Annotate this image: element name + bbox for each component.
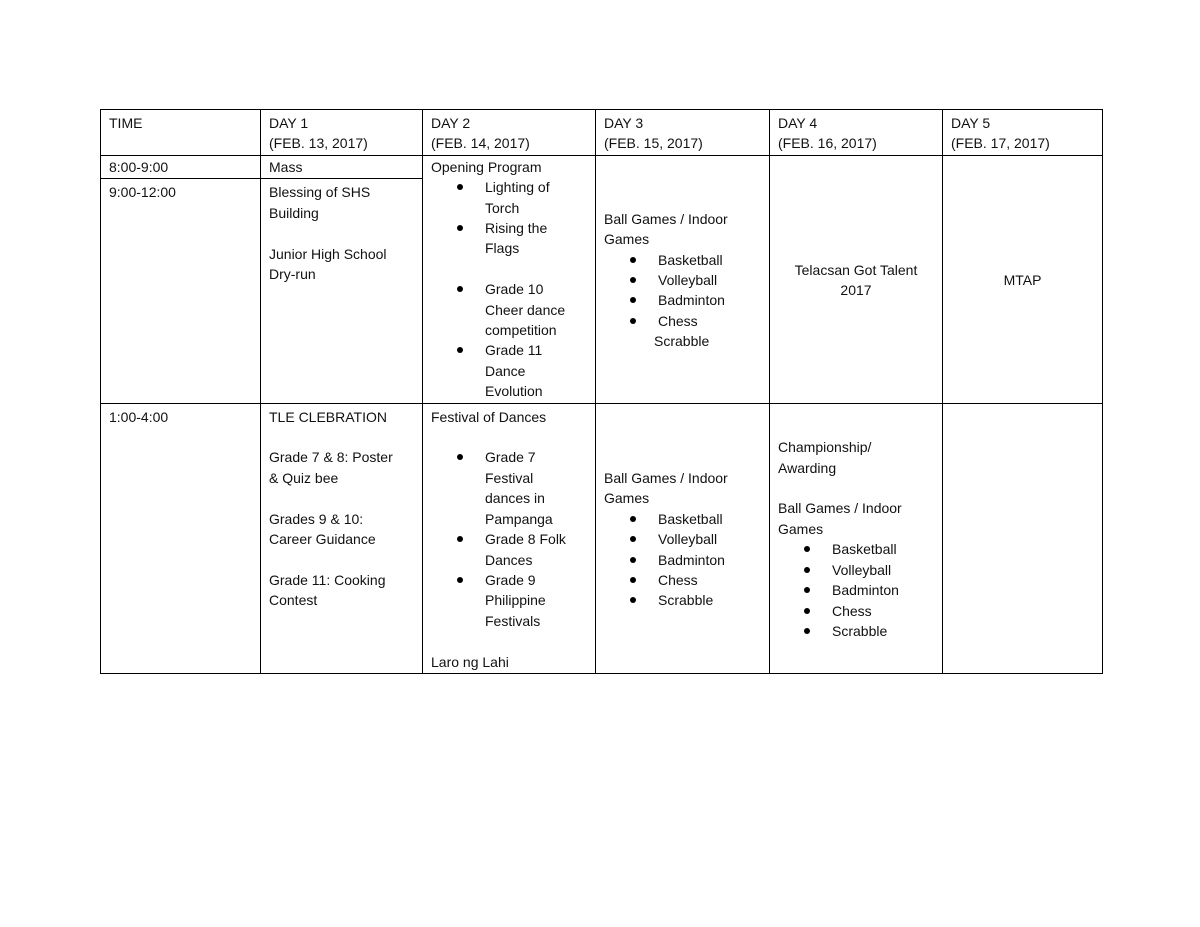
row-8-9 [101,155,1103,179]
list-item: Grade 8 Folk Dances [455,529,587,570]
list-item: Badminton [628,550,761,570]
day4-morning-cell [770,155,943,403]
dry-run-line-2: Dry-run [269,266,316,283]
day-date: (FEB. 15, 2017) [604,135,703,152]
ball-games-list [604,250,761,332]
day-label: DAY 4 [778,115,818,131]
ball-games-title: Ball Games / Indoor [604,210,728,227]
day-label: DAY 1 [269,115,309,131]
time-label: 9:00-12:00 [109,184,176,201]
blessing-line-2: Building [269,204,319,221]
time-cell-1-4 [101,403,261,673]
grade-11-line-1: Grade 11: Cooking [269,571,386,588]
header-day-5 [943,110,1103,156]
ball-games-title-cont: Games [604,231,650,248]
day3-afternoon-cell [596,403,770,673]
grade-7-8-line-2: & Quiz bee [269,469,339,486]
header-day-3 [596,110,770,156]
talent-show-title: Telacsan Got Talent [794,261,918,278]
day4-afternoon-cell [770,403,943,673]
schedule-table [100,109,1103,674]
header-day-2 [423,110,596,156]
list-item: Grade 9 Philippine Festivals [455,570,587,631]
time-cell-9-12 [101,179,261,403]
laro-ng-lahi-label: Laro ng Lahi [431,653,509,670]
list-item: Basketball [802,539,934,559]
list-item: Volleyball [802,560,934,580]
list-item: Scrabble [802,621,934,641]
ball-games-title: Ball Games / Indoor [778,500,902,517]
blessing-line-1: Blessing of SHS [269,184,371,201]
mtap-label: MTAP [1003,272,1042,289]
header-day-4 [770,110,943,156]
list-item: Badminton [802,580,934,600]
row-1-4 [101,403,1103,673]
day-label: DAY 3 [604,115,644,131]
header-time [101,110,261,156]
day5-afternoon-cell [943,403,1103,673]
festival-title: Festival of Dances [431,408,547,425]
list-item: Basketball [628,509,761,529]
list-item: Volleyball [628,529,761,549]
list-item: Grade 11 Dance Evolution [455,340,587,401]
day-date: (FEB. 14, 2017) [431,135,530,152]
opening-program-title: Opening Program [431,158,542,175]
day2-morning-cell [423,155,596,403]
day1-mass-cell [261,155,423,179]
list-item: Badminton [628,290,761,310]
time-cell-8-9 [101,155,261,179]
time-label: 1:00-4:00 [109,408,169,425]
day3-morning-cell [596,155,770,403]
ball-games-title-cont: Games [778,520,824,537]
scrabble-label: Scrabble [654,333,710,350]
day-date: (FEB. 13, 2017) [269,135,368,152]
grade-9-10-line-1: Grades 9 & 10: [269,510,364,527]
day5-morning-cell [943,155,1103,403]
festival-list [431,447,587,631]
talent-show-year: 2017 [840,282,872,299]
day-label: DAY 5 [951,115,991,131]
opening-program-list [431,177,587,401]
grade-11-line-2: Contest [269,592,318,609]
day-date: (FEB. 16, 2017) [778,135,877,152]
header-time-label: TIME [109,115,143,131]
ball-games-list [604,509,761,611]
header-row [101,110,1103,156]
time-label: 8:00-9:00 [109,158,169,175]
mass-label: Mass [269,158,303,175]
day2-afternoon-cell [423,403,596,673]
grade-7-8-line-1: Grade 7 & 8: Poster [269,449,393,466]
list-item: Scrabble [628,590,761,610]
ball-games-list [778,539,934,641]
list-item: Chess [628,311,761,331]
list-item: Basketball [628,250,761,270]
list-item: Volleyball [628,270,761,290]
day-date: (FEB. 17, 2017) [951,135,1050,152]
list-item: Rising the Flags [455,218,587,259]
day-label: DAY 2 [431,115,471,131]
list-item: Lighting of Torch [455,177,587,218]
grade-9-10-line-2: Career Guidance [269,531,376,548]
dry-run-line-1: Junior High School [269,245,387,262]
tle-title: TLE CLEBRATION [269,408,387,425]
ball-games-title: Ball Games / Indoor [604,469,728,486]
list-item: Grade 10 Cheer dance competition [455,279,587,340]
day1-morning-cell [261,179,423,403]
list-item: Grade 7 Festival dances in Pampanga [455,447,587,529]
championship-label: Championship/ [778,439,872,456]
list-item: Chess [802,601,934,621]
header-day-1 [261,110,423,156]
awarding-label: Awarding [778,459,837,476]
ball-games-title-cont: Games [604,490,650,507]
day1-afternoon-cell [261,403,423,673]
list-item: Chess [628,570,761,590]
